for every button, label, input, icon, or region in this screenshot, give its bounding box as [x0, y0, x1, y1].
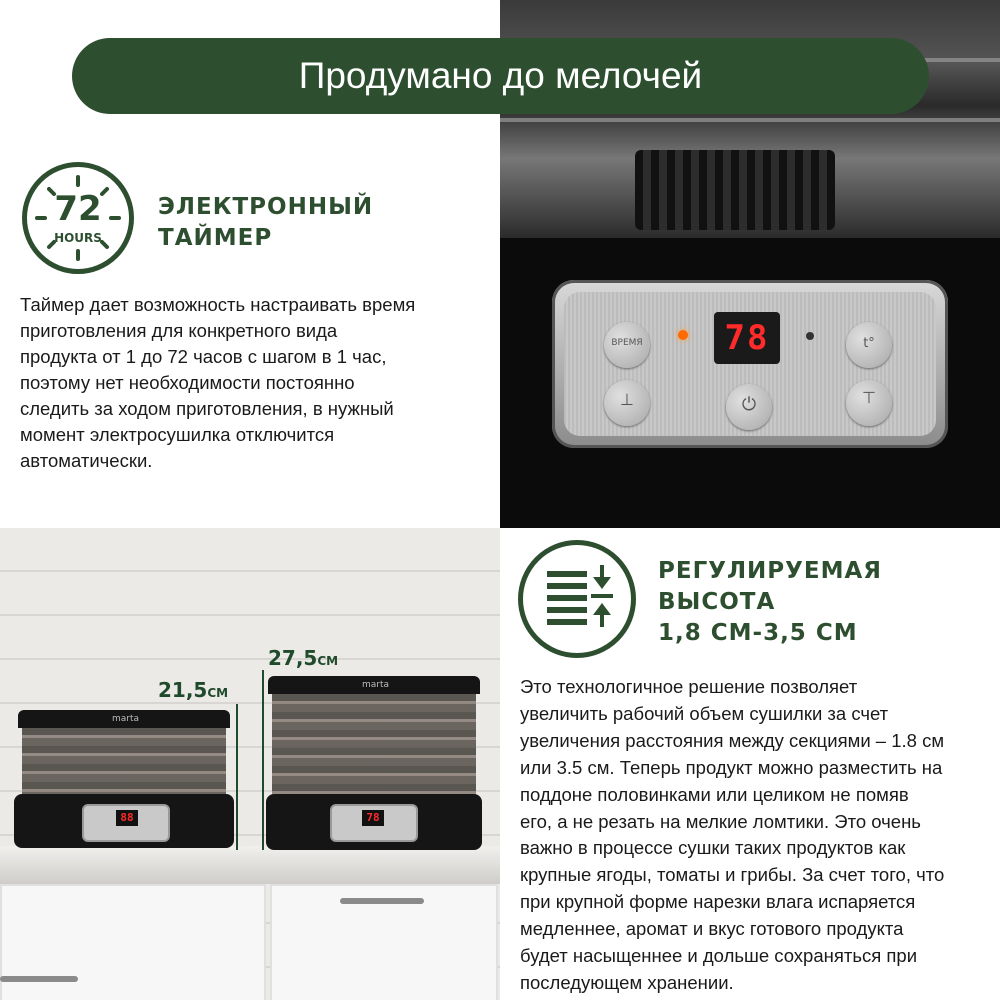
height-text-line: будет насыщеннее и дольше сохраняться при: [520, 945, 918, 967]
height-text-line: его, а не резать на мелкие ломтики. Это очень: [520, 810, 921, 832]
timer-text-line: момент электросушилка отключится: [20, 424, 335, 445]
power-button: [726, 384, 772, 430]
height-title: [658, 556, 882, 649]
timer-title: [158, 192, 373, 254]
height-text-line: поддоне половинками или целиком не помяв: [520, 783, 909, 805]
cabinet-door: [0, 884, 266, 1000]
timer-icon: [22, 162, 134, 274]
height-text-line: последующем хранении.: [520, 971, 734, 993]
height-text-line: увеличить рабочий объем сушилки за счет: [520, 702, 889, 724]
timer-text-line: продукта от 1 до 72 часов с шагом в 1 час,: [20, 346, 387, 367]
countertop: [0, 846, 500, 884]
small-height-line: [236, 704, 238, 850]
page-title: Продумано до мелочей: [72, 38, 929, 114]
small-height-label: [158, 678, 228, 702]
cabinet-handle: [340, 898, 424, 904]
tray-edge: [500, 118, 1000, 122]
height-title-line: 1,8 СМ-3,5 СМ: [658, 620, 858, 646]
small-dryer-brand: marta: [112, 714, 140, 724]
minus-button: [604, 380, 650, 426]
small-dryer-display: 88: [116, 810, 138, 826]
large-height-unit: СМ: [317, 654, 339, 668]
height-text-line: Это технологичное решение позволяет: [520, 676, 858, 697]
height-adjust-icon: [518, 540, 636, 658]
temp-button-label: t°: [863, 336, 875, 351]
plus-button: [846, 380, 892, 426]
cabinet-handle: [0, 976, 78, 982]
height-text-line: медленнее, аромат и вкус готового продукта: [520, 918, 904, 940]
height-text-line: при крупной форме нарезки влага испаряется: [520, 891, 916, 913]
indicator-led: [678, 330, 688, 340]
height-text-line: крупные ягоды, томаты и грибы. За счет того, что: [520, 864, 945, 886]
timer-icon-number: 72: [54, 189, 102, 229]
sensor-dot: [806, 332, 814, 340]
minus-icon: ⊥: [620, 390, 634, 409]
temp-button: [846, 322, 892, 368]
height-text-line: важно в процессе сушки таких продуктов как: [520, 837, 906, 859]
large-dryer-display: 78: [362, 810, 384, 826]
large-height-line: [262, 670, 264, 850]
timer-title-line: ЭЛЕКТРОННЫЙ: [158, 194, 374, 220]
large-dryer-trays: [272, 694, 476, 794]
small-height-unit: СМ: [207, 686, 229, 700]
timer-text-line: автоматически.: [20, 450, 153, 471]
fan-grille: [635, 150, 835, 230]
height-text-line: или 3.5 см. Теперь продукт можно разместить на: [520, 756, 943, 778]
timer-text-line: поэтому нет необходимости постоянно: [20, 372, 355, 393]
timer-text-line: следить за ходом приготовления, в нужный: [20, 398, 394, 419]
power-icon: ⏻: [741, 394, 757, 415]
timer-description: [20, 292, 490, 474]
kitchen-photo: [0, 528, 500, 1000]
timer-title-line: ТАЙМЕР: [158, 225, 273, 251]
led-display: 78: [714, 312, 780, 364]
large-dryer-brand: marta: [362, 680, 390, 690]
small-height-value: 21,5: [158, 678, 208, 702]
time-button: [604, 322, 650, 368]
timer-icon-unit: HOURS: [54, 231, 102, 245]
plus-icon: ⊤: [862, 388, 876, 407]
height-title-line: РЕГУЛИРУЕМАЯ: [658, 558, 883, 584]
height-description: [520, 674, 998, 997]
height-text-line: увеличения расстояния между секциями – 1.8 см: [520, 729, 945, 751]
time-button-label: ВРЕМЯ: [611, 338, 643, 348]
timer-text-line: Таймер дает возможность настраивать время: [20, 294, 416, 315]
small-dryer-trays: [22, 728, 226, 794]
large-height-value: 27,5: [268, 646, 318, 670]
large-height-label: [268, 646, 338, 670]
timer-text-line: приготовления для конкретного вида: [20, 320, 338, 341]
height-title-line: ВЫСОТА: [658, 589, 776, 615]
adjust-lines-icon: [523, 545, 631, 653]
